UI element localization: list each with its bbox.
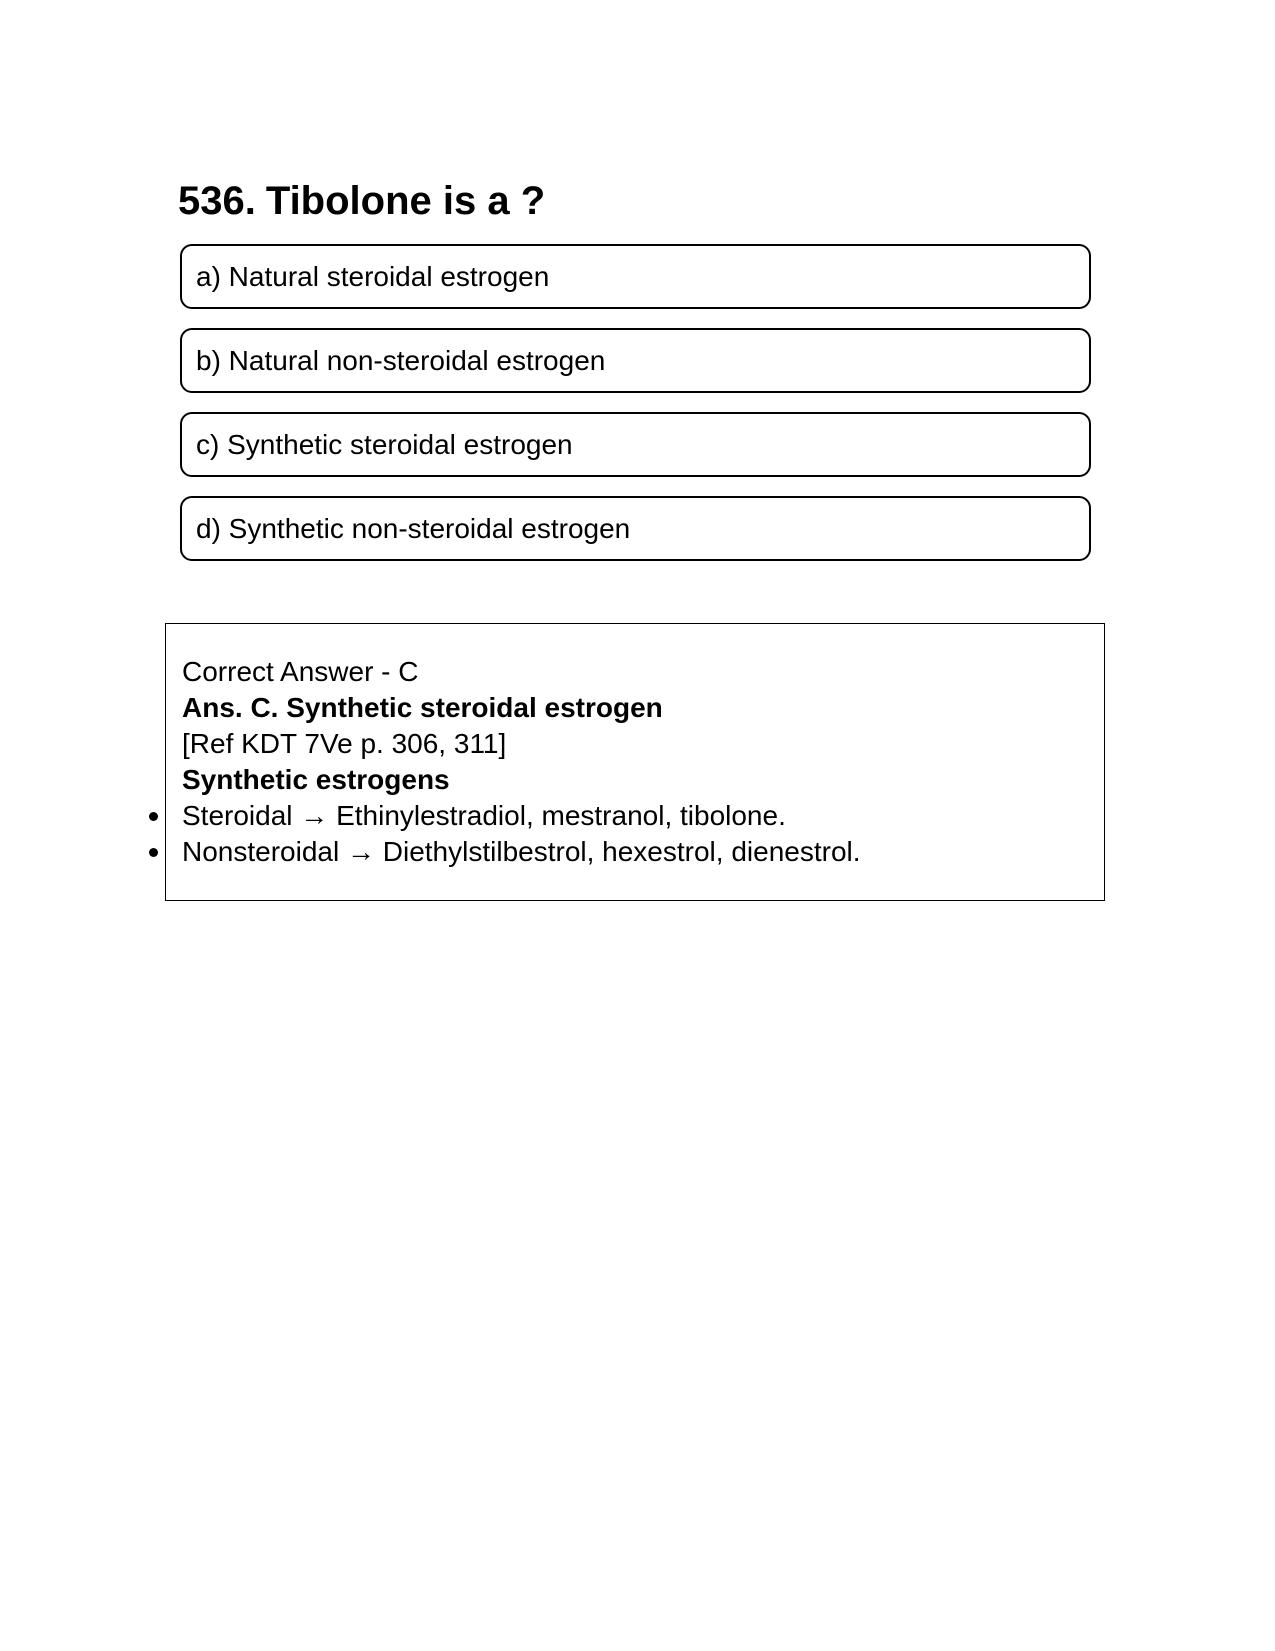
question-title [178,178,545,224]
bullet-icon [149,848,158,857]
list-item [182,798,861,834]
option-d-label: d) Synthetic non-steroidal estrogen [196,512,631,544]
option-b-label: b) Natural non-steroidal estrogen [196,344,606,376]
option-b[interactable] [180,328,1091,393]
option-a[interactable] [180,244,1091,309]
option-c[interactable] [180,412,1091,477]
bullet-text: Steroidal → Ethinylestradiol, mestranol, tibolone. [182,800,786,831]
option-c-label: c) Synthetic steroidal estrogen [196,428,573,460]
list-item [182,834,861,870]
answer-content [182,654,861,870]
bullet-icon [149,812,158,821]
answer-bullet-list [182,798,861,870]
answer-subheading: Synthetic estrogens [182,764,450,795]
answer-box [165,623,1105,901]
option-d[interactable] [180,496,1091,561]
question-number: 536. [178,179,256,223]
answer-reference: [Ref KDT 7Ve p. 306, 311] [182,728,507,759]
question-text: Tibolone is a ? [265,179,546,223]
option-a-label: a) Natural steroidal estrogen [196,260,550,292]
answer-heading: Ans. C. Synthetic steroidal estrogen [182,692,663,723]
correct-answer: Correct Answer - C [182,656,419,687]
bullet-text: Nonsteroidal → Diethylstilbestrol, hexestrol, dienestrol. [182,836,861,867]
